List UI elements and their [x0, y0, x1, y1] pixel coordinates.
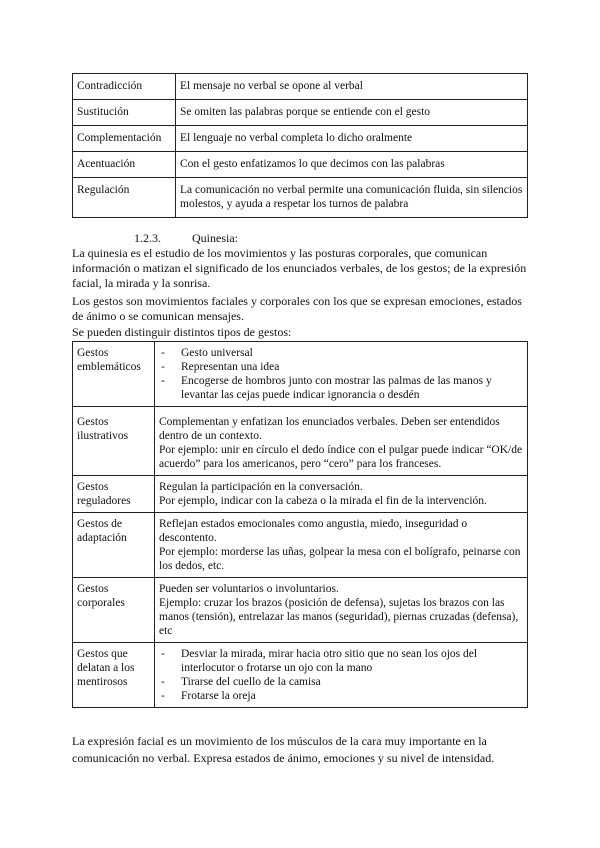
table-row [73, 100, 528, 126]
table-row [73, 407, 528, 476]
list-item: - Tirarse del cuello de la camisa [159, 675, 523, 689]
bullet-list [159, 346, 523, 402]
paragraph-quinesia-definition: La quinesia es el estudio de los movimientos y las posturas corporales, que comunican información o matizan el significado de los enunciados verbales, de los gestos; de la expresión facial, la mirada y la sonrisa. [72, 246, 527, 290]
list-item: - Desviar la mirada, mirar hacia otro sitio que no sean los ojos del interlocutor o frotarse un ojo con la mano [159, 647, 523, 675]
section-number: 1.2.3. [134, 231, 161, 245]
cell-line: Pueden ser voluntarios o involuntarios. [159, 583, 339, 595]
table-row [73, 643, 528, 708]
description-cell [155, 476, 528, 513]
cell-line: Regulan la participación en la conversación. [159, 481, 363, 493]
term-cell: Gestos reguladores [73, 476, 155, 513]
paragraph-facial-expression: La expresión facial es un movimiento de los músculos de la cara muy importante en la comunicación no verbal. Expresa estados de ánimo, emociones y su nivel de intensidad. [72, 734, 495, 765]
cell-line: Por ejemplo: morderse las uñas, golpear la mesa con el bolígrafo, peinarse con los dedos, etc. [159, 546, 521, 572]
term-cell: Acentuación [73, 152, 176, 178]
paragraph-gesture-types-intro: Se pueden distinguir distintos tipos de gestos: [72, 325, 292, 339]
description-cell: La comunicación no verbal permite una comunicación fluida, sin silencios molestos, y ayuda a respetar los turnos de palabra [176, 178, 528, 218]
section-heading [134, 231, 238, 246]
term-cell: Complementación [73, 126, 176, 152]
cell-line: Reflejan estados emocionales como angustia, miedo, inseguridad o descontento. [159, 518, 468, 544]
term-cell: Regulación [73, 178, 176, 218]
cell-line: Por ejemplo, indicar con la cabeza o la mirada el fin de la intervención. [159, 495, 487, 507]
description-cell: Con el gesto enfatizamos lo que decimos con las palabras [176, 152, 528, 178]
section-title: Quinesia: [192, 231, 238, 245]
list-item: - Frotarse la oreja [159, 689, 523, 703]
table-row [73, 578, 528, 643]
table-row [73, 74, 528, 100]
description-cell [155, 342, 528, 407]
term-cell: Contradicción [73, 74, 176, 100]
cell-line: Por ejemplo: unir en círculo el dedo índice con el pulgar puede indicar “OK/de acuerdo” para los americanos, pero “cero” para los franceses. [159, 444, 523, 470]
table-row [73, 476, 528, 513]
gesture-types-table [72, 341, 528, 708]
communication-functions-table [72, 73, 528, 218]
description-cell [155, 578, 528, 643]
list-item: - Gesto universal [159, 346, 523, 360]
paragraph-gestures-definition: Los gestos son movimientos faciales y corporales con los que se expresan emociones, estados de ánimo o se comunican mensajes. [72, 294, 522, 323]
term-cell: Gestos de adaptación [73, 513, 155, 578]
cell-line: Complementan y enfatizan los enunciados verbales. Deben ser entendidos dentro de un contexto. [159, 416, 500, 442]
description-cell: Se omiten las palabras porque se entiende con el gesto [176, 100, 528, 126]
description-cell [155, 407, 528, 476]
description-cell [155, 513, 528, 578]
description-cell [155, 643, 528, 708]
list-item: - Encogerse de hombros junto con mostrar las palmas de las manos y levantar las cejas puede indicar ignorancia o desdén [159, 374, 523, 402]
term-cell: Sustitución [73, 100, 176, 126]
table-row [73, 513, 528, 578]
cell-line: Ejemplo: cruzar los brazos (posición de defensa), sujetas los brazos con las manos (tensión), entrelazar las manos (seguridad), piernas cruzadas (defensa), etc [159, 597, 519, 637]
term-cell: Gestos que delatan a los mentirosos [73, 643, 155, 708]
bullet-list [159, 647, 523, 703]
list-item: - Representan una idea [159, 360, 523, 374]
term-cell: Gestos ilustrativos [73, 407, 155, 476]
table-row [73, 152, 528, 178]
table-row [73, 342, 528, 407]
description-cell: El mensaje no verbal se opone al verbal [176, 74, 528, 100]
table-row [73, 178, 528, 218]
term-cell: Gestos corporales [73, 578, 155, 643]
description-cell: El lenguaje no verbal completa lo dicho oralmente [176, 126, 528, 152]
term-cell: Gestos emblemáticos [73, 342, 155, 407]
table-row [73, 126, 528, 152]
